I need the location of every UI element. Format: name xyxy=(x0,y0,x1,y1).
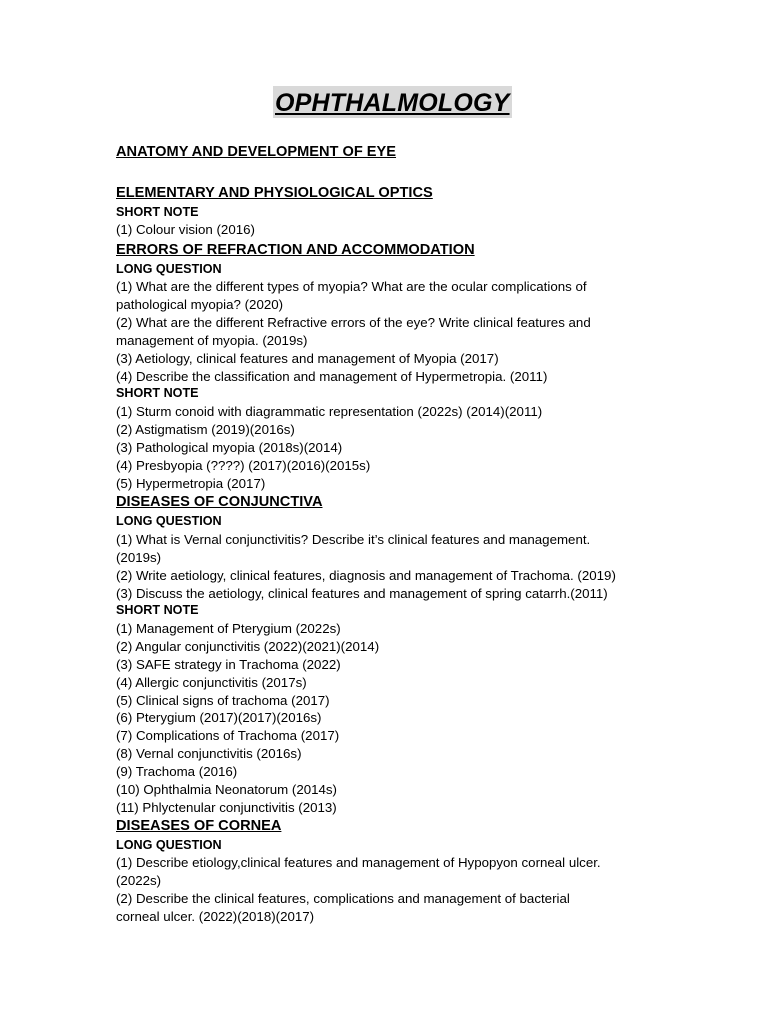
list-item: (7) Complications of Trachoma (2017) xyxy=(116,728,340,743)
list-item: (11) Phlyctenular conjunctivitis (2013) xyxy=(116,800,337,815)
list-item: (2) What are the different Refractive errors of the eye? Write clinical features and xyxy=(116,315,591,330)
conjunctiva-long-label: LONG QUESTION xyxy=(116,514,222,528)
section-heading-conjunctiva: DISEASES OF CONJUNCTIVA xyxy=(116,494,323,510)
title-wrap xyxy=(273,86,512,118)
list-item: management of myopia. (2019s) xyxy=(116,333,308,348)
list-item: (6) Pterygium (2017)(2017)(2016s) xyxy=(116,710,322,725)
list-item: corneal ulcer. (2022)(2018)(2017) xyxy=(116,909,315,924)
list-item: (1) What is Vernal conjunctivitis? Describe it’s clinical features and management. xyxy=(116,532,591,547)
optics-short-label: SHORT NOTE xyxy=(116,205,199,219)
list-item: (4) Presbyopia (????) (2017)(2016)(2015s) xyxy=(116,458,371,473)
list-item: (8) Vernal conjunctivitis (2016s) xyxy=(116,746,302,761)
list-item: (2) Write aetiology, clinical features, diagnosis and management of Trachoma. (2019) xyxy=(116,568,616,583)
list-item: (9) Trachoma (2016) xyxy=(116,764,238,779)
list-item: (2) Astigmatism (2019)(2016s) xyxy=(116,422,295,437)
list-item: (4) Allergic conjunctivitis (2017s) xyxy=(116,675,307,690)
cornea-long-label: LONG QUESTION xyxy=(116,838,222,852)
list-item: (4) Describe the classification and management of Hypermetropia. (2011) xyxy=(116,369,548,384)
page-title: OPHTHALMOLOGY xyxy=(273,86,512,118)
list-item: (5) Hypermetropia (2017) xyxy=(116,476,266,491)
section-heading-anatomy: ANATOMY AND DEVELOPMENT OF EYE xyxy=(116,144,397,160)
list-item: (1) Sturm conoid with diagrammatic representation (2022s) (2014)(2011) xyxy=(116,404,543,419)
list-item: (3) Discuss the aetiology, clinical features and management of spring catarrh.(2011) xyxy=(116,586,608,601)
refraction-long-label: LONG QUESTION xyxy=(116,262,222,276)
list-item: (3) Pathological myopia (2018s)(2014) xyxy=(116,440,343,455)
section-heading-refraction: ERRORS OF REFRACTION AND ACCOMMODATION xyxy=(116,242,475,258)
list-item: (1) Management of Pterygium (2022s) xyxy=(116,621,341,636)
list-item: (2) Angular conjunctivitis (2022)(2021)(2014) xyxy=(116,639,380,654)
list-item: pathological myopia? (2020) xyxy=(116,297,284,312)
list-item: (1) What are the different types of myopia? What are the ocular complications of xyxy=(116,279,587,294)
list-item: (10) Ophthalmia Neonatorum (2014s) xyxy=(116,782,337,797)
list-item: (3) Aetiology, clinical features and management of Myopia (2017) xyxy=(116,351,499,366)
list-item: (5) Clinical signs of trachoma (2017) xyxy=(116,693,330,708)
list-item: (1) Describe etiology,clinical features and management of Hypopyon corneal ulcer. xyxy=(116,855,601,870)
list-item: (2022s) xyxy=(116,873,162,888)
refraction-short-label: SHORT NOTE xyxy=(116,386,199,400)
list-item: (3) SAFE strategy in Trachoma (2022) xyxy=(116,657,341,672)
section-heading-cornea: DISEASES OF CORNEA xyxy=(116,818,282,834)
list-item: (1) Colour vision (2016) xyxy=(116,222,255,237)
conjunctiva-short-label: SHORT NOTE xyxy=(116,603,199,617)
list-item: (2019s) xyxy=(116,550,162,565)
section-heading-optics: ELEMENTARY AND PHYSIOLOGICAL OPTICS xyxy=(116,185,433,201)
list-item: (2) Describe the clinical features, complications and management of bacterial xyxy=(116,891,570,906)
